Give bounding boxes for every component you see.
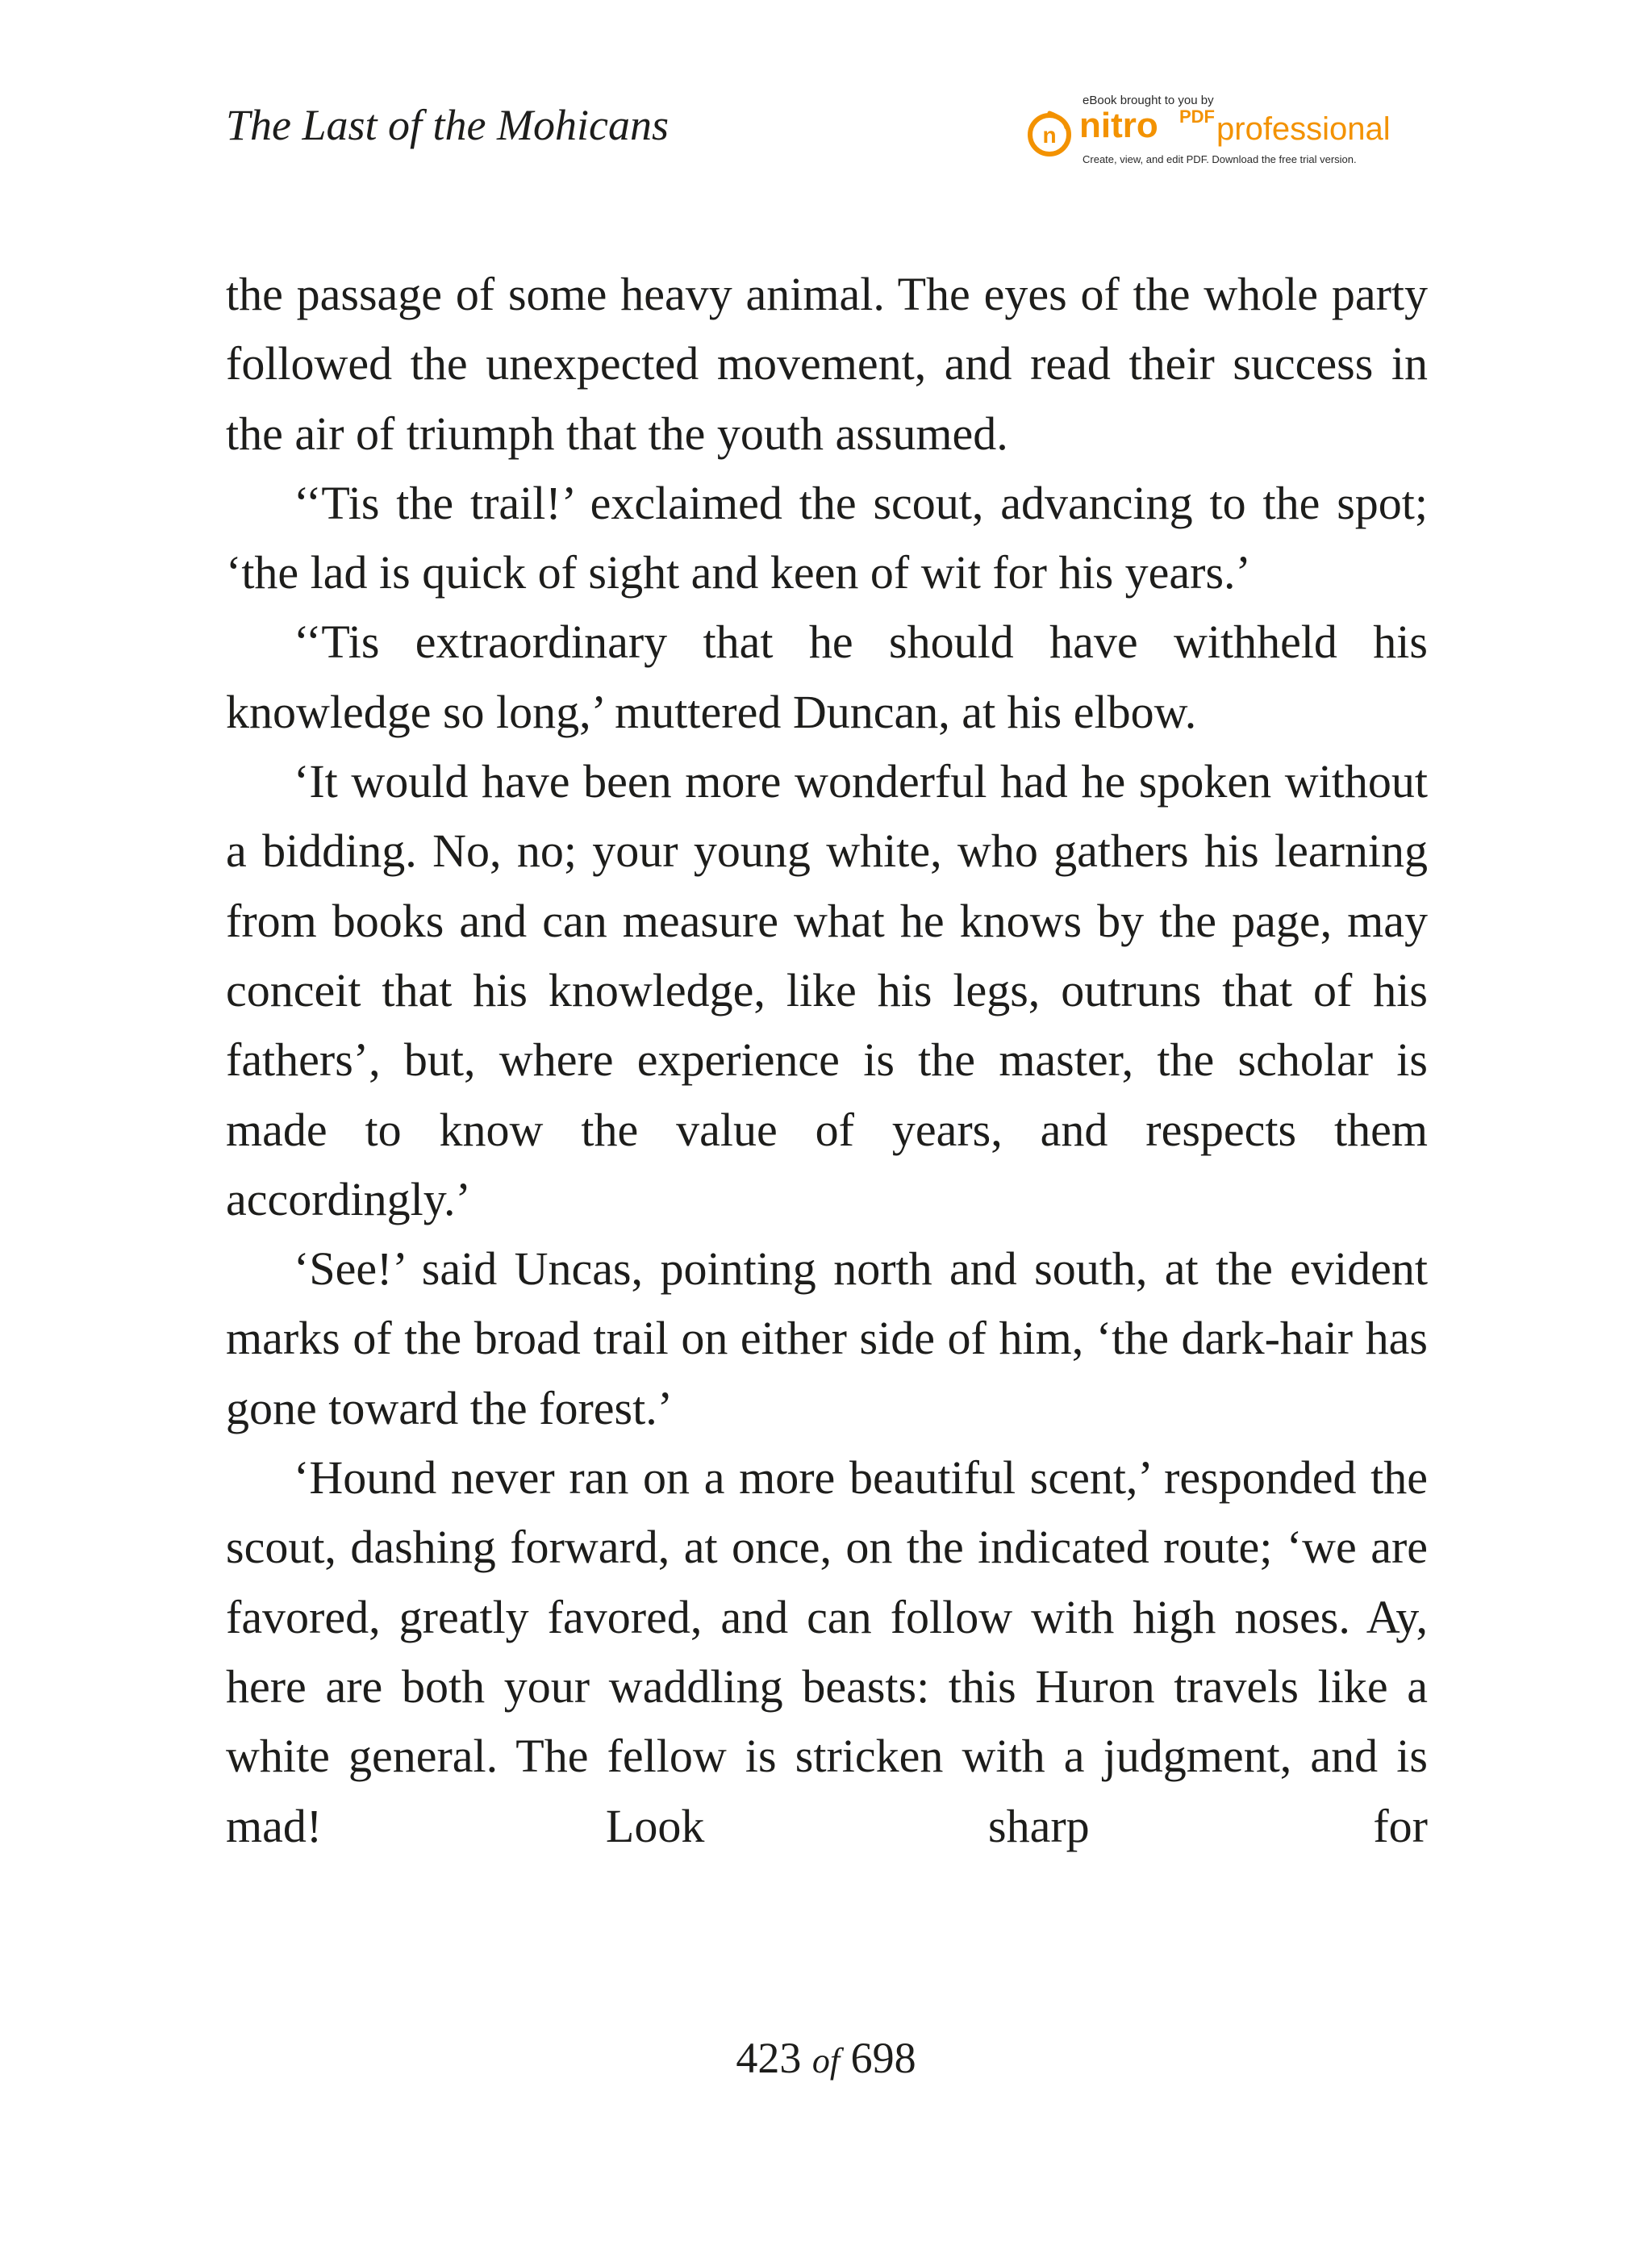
- ad-brand: nitro: [1079, 106, 1158, 145]
- nitro-pdf-ad[interactable]: [1026, 94, 1421, 171]
- svg-text:n: n: [1042, 123, 1057, 148]
- book-title: The Last of the Mohicans: [226, 101, 669, 149]
- paragraph: the passage of some heavy animal. The eyes of the whole party followed the unexpected movement, and read their success in the air of triumph that the youth assumed.: [226, 268, 1428, 460]
- page-number: [0, 2033, 1652, 2083]
- paragraph: ‘Hound never ran on a more beautiful scent,’ responded the scout, dashing forward, at once, on the indicated route; ‘we are favored, greatly favored, and can follow with high noses. Ay, here are both your waddling beasts: this Huron travels like a white general. The fellow is stricken with a judgment, and is mad! Look sharp for: [226, 1451, 1428, 1852]
- paragraph: ‘‘Tis extraordinary that he should have withheld his knowledge so long,’ muttered Duncan, at his elbow.: [226, 616, 1428, 738]
- ad-tagline: Create, view, and edit PDF. Download the free trial version.: [1083, 153, 1357, 165]
- paragraph: ‘See!’ said Uncas, pointing north and south, at the evident marks of the broad trail on either side of him, ‘the dark-hair has gone toward the forest.’: [226, 1242, 1428, 1434]
- page-of: of: [811, 2041, 841, 2081]
- ad-brand-superscript: PDF: [1179, 106, 1215, 127]
- current-page: 423: [736, 2034, 802, 2082]
- nitro-logo-icon: [1026, 110, 1073, 157]
- paragraph: ‘‘Tis the trail!’ exclaimed the scout, advancing to the spot; ‘the lad is quick of sight and keen of wit for his years.’: [226, 476, 1428, 599]
- ad-product: professional: [1216, 111, 1391, 147]
- ad-top-line: eBook brought to you by: [1083, 94, 1214, 107]
- paragraph: ‘It would have been more wonderful had he spoken without a bidding. No, no; your young white, who gathers his learning from books and can measure what he knows by the page, may conceit that his knowledge, like his legs, outruns that of his fathers’, but, where experience is the master, the scholar is made to know the value of years, and respects them accordingly.’: [226, 755, 1428, 1225]
- page-body: [226, 260, 1428, 1861]
- total-pages: 698: [850, 2034, 916, 2082]
